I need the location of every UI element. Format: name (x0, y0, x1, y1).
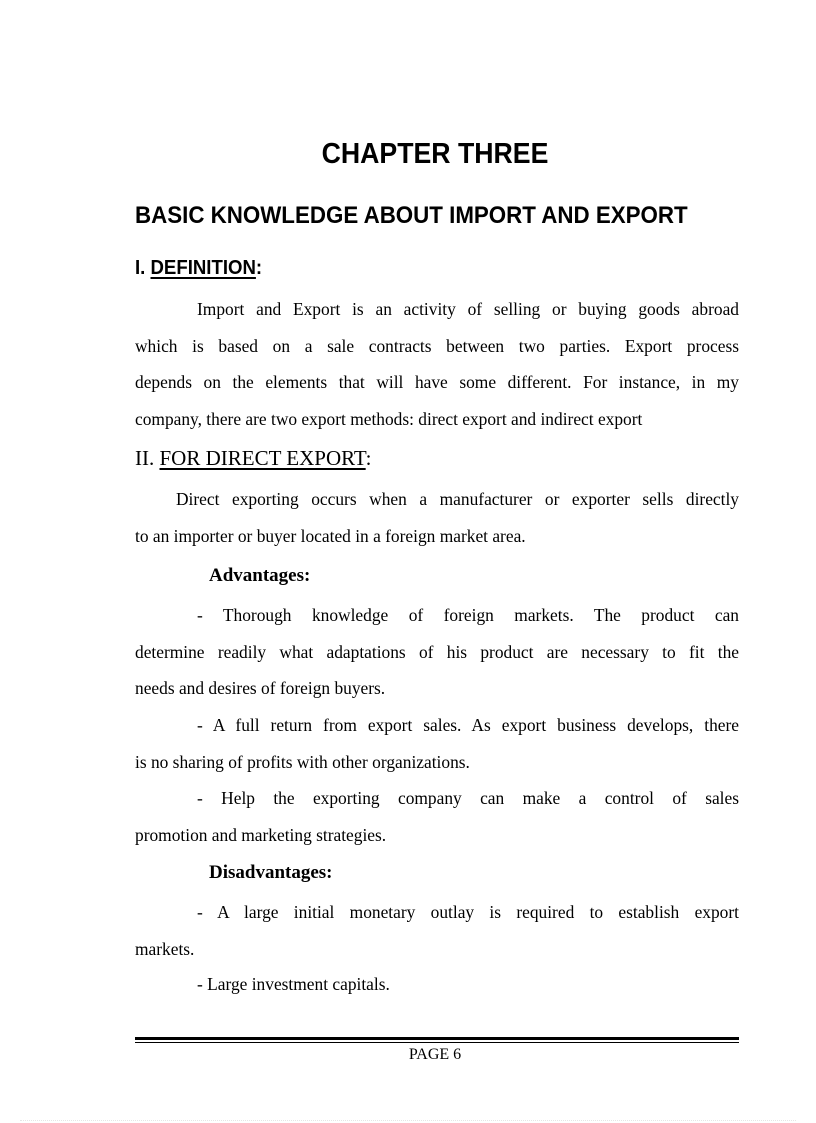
paragraph-line: depends on the elements that will have some different. For instance, in my (135, 372, 739, 392)
paragraph-line: Import and Export is an activity of selling or buying goods abroad (197, 299, 739, 319)
disadvantage-item-1 (135, 894, 739, 967)
paragraph-line: is no sharing of profits with other organizations. (135, 751, 470, 772)
section-heading-direct-export (135, 446, 372, 471)
paragraph-line: which is based on a sale contracts between two parties. Export process (135, 335, 739, 356)
paragraph-line: determine readily what adaptations of his product are necessary to fit the (135, 641, 739, 662)
paragraph-line: - Help the exporting company can make a control of sales (197, 788, 739, 808)
advantage-item-2 (135, 707, 739, 780)
paragraph-line: to an importer or buyer located in a foreign market area. (135, 525, 526, 546)
paragraph-line: company, there are two export methods: direct export and indirect export (135, 408, 643, 429)
section-number: II. (135, 446, 160, 470)
page-edge (20, 1120, 796, 1121)
paragraph-line: promotion and marketing strategies. (135, 824, 387, 845)
direct-export-intro (135, 481, 739, 554)
advantage-item-1 (135, 597, 739, 707)
advantage-item-3 (135, 780, 739, 853)
paragraph-line: markets. (135, 938, 195, 959)
section-colon: : (365, 446, 372, 470)
main-heading: BASIC KNOWLEDGE ABOUT IMPORT AND EXPORT (135, 202, 688, 229)
definition-paragraph (135, 291, 739, 437)
footer-divider (135, 1037, 739, 1040)
paragraph-line: - A full return from export sales. As export business develops, there (197, 715, 739, 735)
section-title: FOR DIRECT EXPORT (159, 446, 366, 470)
paragraph-line: - A large initial monetary outlay is required to establish export (197, 902, 739, 922)
paragraph-line: - Thorough knowledge of foreign markets. The product can (197, 605, 739, 625)
chapter-title: CHAPTER THREE (321, 138, 549, 170)
disadvantage-item-2 (135, 966, 739, 1003)
section-colon: : (255, 257, 263, 279)
footer-divider-thin (135, 1042, 739, 1043)
section-title: DEFINITION (150, 257, 256, 279)
paragraph-line: needs and desires of foreign buyers. (135, 678, 386, 698)
section-number: I. (135, 257, 151, 279)
disadvantages-heading: Disadvantages: (209, 862, 333, 883)
paragraph-line: Direct exporting occurs when a manufacturer or exporter sells directly (176, 489, 739, 509)
page-number: PAGE 6 (408, 1046, 462, 1063)
paragraph-line: - Large investment capitals. (197, 974, 390, 994)
section-heading-definition (135, 257, 262, 280)
advantages-heading: Advantages: (209, 565, 311, 586)
